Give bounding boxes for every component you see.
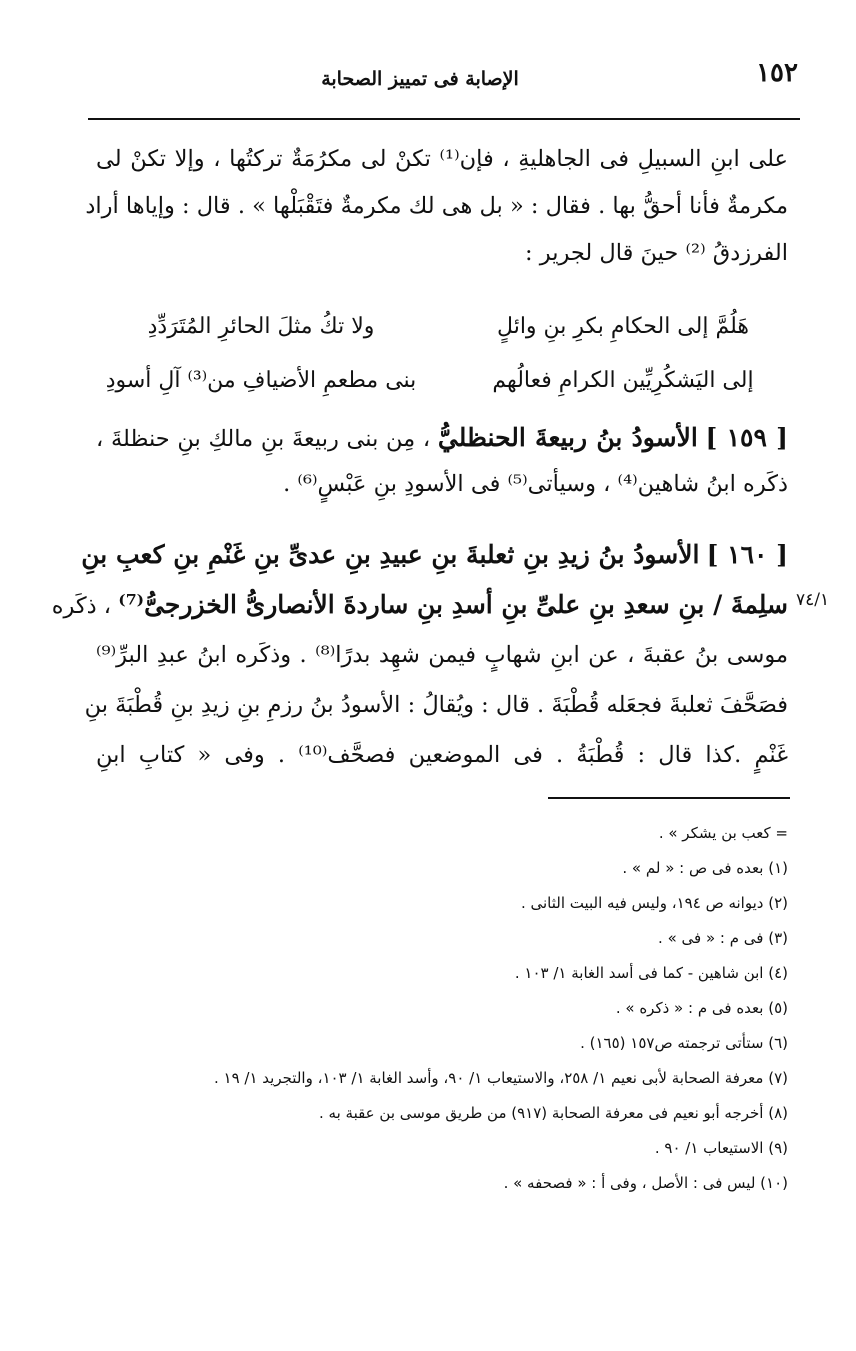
header-rule (88, 118, 800, 120)
body-paragraph (85, 136, 788, 277)
entry-text: ، ذكَره (51, 593, 112, 619)
entry-160-line: غَنْمٍ .كذا قال : قُطْبَةُ . فى الموضعين فصحَّف⁽¹⁰⁾ . وفى « كتابِ ابنِ (96, 742, 788, 768)
footnote: (٤) ابن شاهين - كما فى أسد الغابة ١/ ١٠٣ . (514, 964, 788, 982)
footnote: (٣) فى م : « فى » . (658, 929, 788, 947)
entry-name: الأسودُ بنُ زيدِ بنِ ثعلبةَ بنِ عبيدِ بنِ عدىِّ بنِ غَنْمِ بنِ كعبِ بنِ (81, 540, 700, 569)
body-line: مكرمةٌ فأنا أحقُّ بها . فقال : « بل هى لك مكرمةٌ فتَقْبَلْها » . قال : وإياها أراد (85, 193, 788, 219)
body-line: الفرزدقُ ⁽²⁾ حينَ قال لجرير : (525, 240, 788, 266)
footnotes (100, 816, 788, 1201)
entry-160-line: فصَحَّفَ ثعلبةَ فجعَله قُطْبَةَ . قال : ويُقالُ : الأسودُ بنُ رزمِ بنِ زيدِ بنِ قُطْبَةَ بنِ (84, 692, 788, 718)
page-number: ١٥٢ (756, 58, 798, 88)
footnote: (٧) معرفة الصحابة لأبى نعيم ١/ ٢٥٨، والاستيعاب ١/ ٩٠، وأسد الغابة ١/ ١٠٣، والتجريد ١/ ١٩ . (213, 1069, 788, 1087)
entry-number: [ ١٥٩ ] (705, 423, 788, 452)
footnote: = كعب بن يشكر » . (658, 824, 788, 842)
footnote: (١) بعده فى ص : « لم » . (622, 859, 788, 877)
entry-160-line (81, 530, 788, 580)
entry-name: الأسودُ بنُ ربيعةَ الحنظليُّ (437, 423, 698, 452)
entry-159 (96, 414, 788, 508)
entry-160 (51, 530, 788, 780)
poem (96, 300, 788, 408)
entry-name: سلِمةَ / بنِ سعدِ بنِ علىِّ بنِ أسدِ بنِ ساردةَ الأنصارىُّ الخزرجىُّ⁽⁷⁾ (118, 590, 788, 619)
footnote-rule (548, 797, 790, 799)
entry-160-line: موسى بنُ عقبةَ ، عن ابنِ شهابٍ فيمن شهِد بدرًا⁽⁸⁾ . وذكَره ابنُ عبدِ البرِّ⁽⁹⁾ (96, 642, 788, 668)
poem-hemistich: ولا تكُ مثلَ الحائرِ المُتَرَدِّدِ (147, 314, 375, 339)
footnote: (٥) بعده فى م : « ذكره » . (615, 999, 788, 1017)
poem-verse (96, 300, 788, 354)
footnote: (٢) ديوانه ص ١٩٤، وليس فيه البيت الثانى . (520, 894, 788, 912)
poem-hemistich: إلى اليَشكُرِيِّين الكرامِ فعالُهم (492, 368, 754, 393)
body-line: على ابنِ السبيلِ فى الجاهليةِ ، فإن⁽¹⁾ تكنْ لى مكرُمَةٌ تركتُها ، وإلا تكنْ لى (96, 146, 788, 172)
running-title: الإصابة فى تمييز الصحابة (321, 68, 519, 90)
poem-hemistich: هَلُمَّ إلى الحكامِ بكرِ بنِ وائلٍ (497, 314, 749, 339)
poem-verse (96, 354, 788, 408)
margin-reference: ٧٤/١ (796, 590, 830, 610)
footnote: (٨) أخرجه أبو نعيم فى معرفة الصحابة (٩١٧) من طريق موسى بن عقبة به . (319, 1104, 788, 1122)
footnote: (٩) الاستيعاب ١/ ٩٠ . (654, 1139, 788, 1157)
footnote: (٦) ستأتى ترجمته ص١٥٧ (١٦٥) . (580, 1034, 788, 1052)
entry-160-line (51, 580, 788, 630)
entry-text: ، مِن بنى ربيعةَ بنِ مالكِ بنِ حنظلةَ ، (96, 426, 431, 452)
entry-159-line (96, 414, 788, 461)
footnote: (١٠) ليس فى : الأصل ، وفى أ : « فصحفه » . (503, 1174, 788, 1192)
entry-number: [ ١٦٠ ] (706, 540, 788, 569)
poem-hemistich: بنى مطعمِ الأضيافِ من⁽³⁾ آلِ أسودِ (105, 368, 417, 393)
entry-159-line: ذكَره ابنُ شاهين⁽⁴⁾ ، وسيأتى⁽⁵⁾ فى الأسودِ بنِ عَبْسٍ⁽⁶⁾ . (283, 471, 788, 497)
